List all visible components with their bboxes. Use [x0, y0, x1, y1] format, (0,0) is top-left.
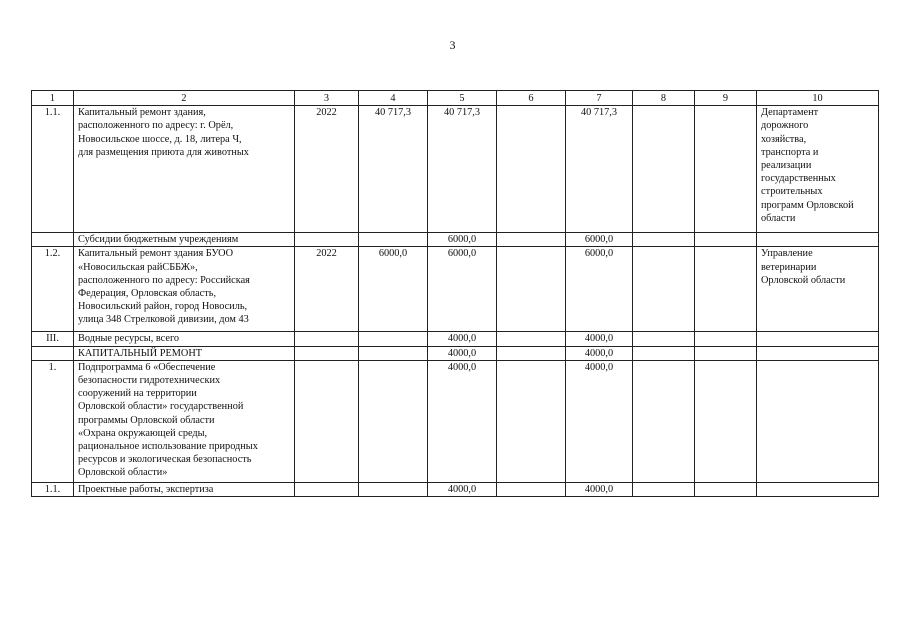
- cell-year: [295, 332, 359, 346]
- row-number: 1.: [32, 360, 74, 482]
- cell-col7: 6000,0: [566, 247, 633, 332]
- cell-executor: [757, 233, 879, 247]
- table-row: [32, 360, 879, 482]
- cell-col5: 4000,0: [428, 482, 497, 496]
- cell-col5: 4000,0: [428, 332, 497, 346]
- col-header-5: 5: [428, 91, 497, 106]
- cell-col4: [359, 233, 428, 247]
- header-row: [32, 91, 879, 106]
- table-row: [32, 346, 879, 360]
- table-row: [32, 233, 879, 247]
- row-number: III.: [32, 332, 74, 346]
- row-number: [32, 346, 74, 360]
- cell-col9: [695, 332, 757, 346]
- table-row: [32, 332, 879, 346]
- cell-col4: 6000,0: [359, 247, 428, 332]
- cell-col9: [695, 346, 757, 360]
- row-number: 1.2.: [32, 247, 74, 332]
- cell-col8: [633, 482, 695, 496]
- cell-col8: [633, 346, 695, 360]
- cell-col4: [359, 346, 428, 360]
- row-name: Субсидии бюджетным учреждениям: [74, 233, 295, 247]
- row-name: Капитальный ремонт здания, расположенного по адресу: г. Орёл, Новосильское шоссе, д. 18, литера Ч, для размещения приюта для животных: [74, 106, 295, 233]
- row-name: Водные ресурсы, всего: [74, 332, 295, 346]
- row-name: Капитальный ремонт здания БУОО «Новосильская райСББЖ», расположенного по адресу: Российская Федерация, Орловская область, Новосильский район, город Новосиль, улица 348 Стрелковой дивизии, дом 43: [74, 247, 295, 332]
- page-number: 3: [449, 38, 456, 52]
- cell-col5: 6000,0: [428, 233, 497, 247]
- cell-col5: 40 717,3: [428, 106, 497, 233]
- cell-col5: 4000,0: [428, 360, 497, 482]
- cell-col6: [497, 346, 566, 360]
- col-header-6: 6: [497, 91, 566, 106]
- program-table: [31, 90, 879, 497]
- table-row: [32, 482, 879, 496]
- col-header-4: 4: [359, 91, 428, 106]
- cell-col4: [359, 360, 428, 482]
- cell-executor: [757, 346, 879, 360]
- cell-col7: 4000,0: [566, 360, 633, 482]
- cell-col9: [695, 247, 757, 332]
- cell-col8: [633, 247, 695, 332]
- cell-year: [295, 360, 359, 482]
- cell-col6: [497, 360, 566, 482]
- cell-col4: 40 717,3: [359, 106, 428, 233]
- cell-year: [295, 346, 359, 360]
- table-row: [32, 106, 879, 233]
- row-number: 1.1.: [32, 482, 74, 496]
- cell-col4: [359, 482, 428, 496]
- col-header-2: 2: [74, 91, 295, 106]
- cell-col8: [633, 332, 695, 346]
- cell-col7: 6000,0: [566, 233, 633, 247]
- cell-col4: [359, 332, 428, 346]
- cell-col7: 4000,0: [566, 482, 633, 496]
- cell-col9: [695, 106, 757, 233]
- cell-col6: [497, 247, 566, 332]
- cell-col5: 6000,0: [428, 247, 497, 332]
- cell-col8: [633, 106, 695, 233]
- cell-col8: [633, 233, 695, 247]
- cell-executor: Департамент дорожного хозяйства, транспорта и реализации государственных строительных программ Орловской области: [757, 106, 879, 233]
- col-header-1: 1: [32, 91, 74, 106]
- col-header-10: 10: [757, 91, 879, 106]
- col-header-3: 3: [295, 91, 359, 106]
- cell-col7: 40 717,3: [566, 106, 633, 233]
- cell-col9: [695, 360, 757, 482]
- cell-executor: [757, 482, 879, 496]
- row-name: КАПИТАЛЬНЫЙ РЕМОНТ: [74, 346, 295, 360]
- cell-col8: [633, 360, 695, 482]
- row-name: Проектные работы, экспертиза: [74, 482, 295, 496]
- cell-col9: [695, 233, 757, 247]
- row-number: 1.1.: [32, 106, 74, 233]
- cell-year: [295, 482, 359, 496]
- cell-col7: 4000,0: [566, 346, 633, 360]
- cell-col6: [497, 482, 566, 496]
- cell-col6: [497, 106, 566, 233]
- col-header-7: 7: [566, 91, 633, 106]
- cell-executor: Управление ветеринарии Орловской области: [757, 247, 879, 332]
- cell-executor: [757, 360, 879, 482]
- col-header-9: 9: [695, 91, 757, 106]
- cell-col7: 4000,0: [566, 332, 633, 346]
- cell-col6: [497, 233, 566, 247]
- cell-executor: [757, 332, 879, 346]
- cell-col9: [695, 482, 757, 496]
- col-header-8: 8: [633, 91, 695, 106]
- cell-year: 2022: [295, 247, 359, 332]
- cell-col6: [497, 332, 566, 346]
- row-name: Подпрограмма 6 «Обеспечение безопасности гидротехнических сооружений на территории Орловской области» государственной программы Орловской области «Охрана окружающей среды, рациональное использование природных ресурсов и экологическая безопасность Орловской области»: [74, 360, 295, 482]
- cell-year: [295, 233, 359, 247]
- cell-col5: 4000,0: [428, 346, 497, 360]
- row-number: [32, 233, 74, 247]
- cell-year: 2022: [295, 106, 359, 233]
- table-row: [32, 247, 879, 332]
